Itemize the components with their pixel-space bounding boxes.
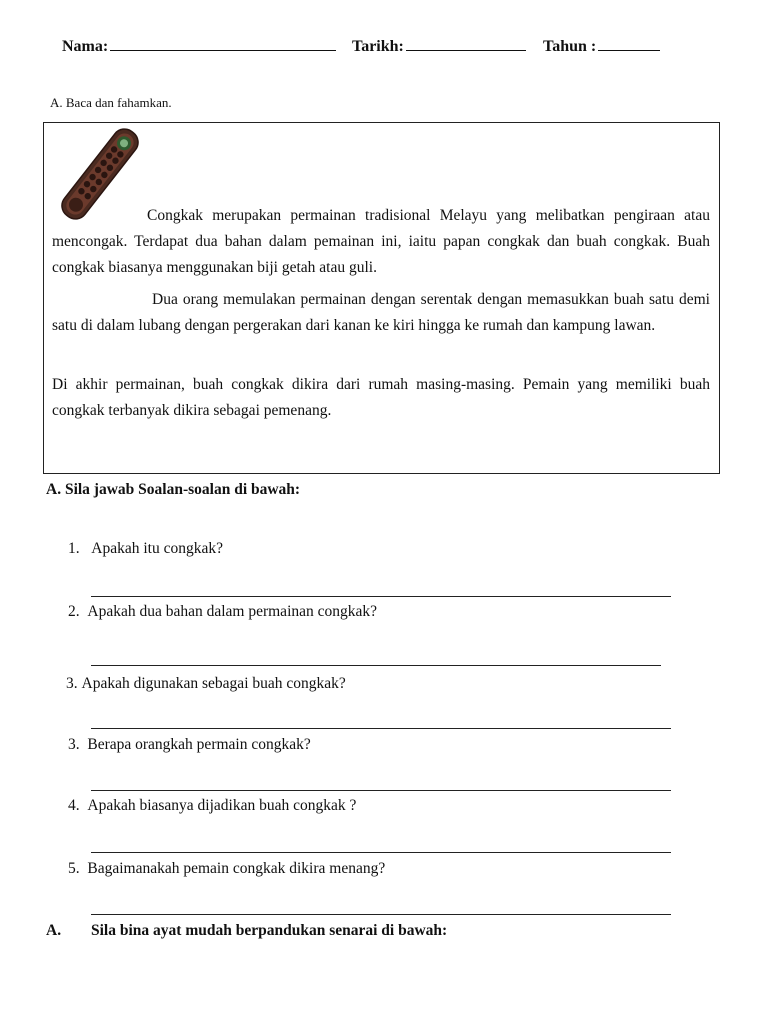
answer-line-3[interactable] bbox=[91, 728, 671, 729]
tahun-label: Tahun : bbox=[543, 38, 597, 55]
question-number: 5. bbox=[68, 860, 80, 877]
question-number: 4. bbox=[68, 797, 80, 814]
passage-paragraph-2: Dua orang memulakan permainan dengan serentak dengan memasukkan buah satu demi satu di dalam lubang dengan pergerakan dari kanan ke kiri hingga ke rumah dan kampung lawan. bbox=[52, 291, 710, 334]
question-number: 2. bbox=[68, 603, 80, 620]
section-read-heading: A. Baca dan fahamkan. bbox=[50, 95, 172, 110]
answer-line-4[interactable] bbox=[91, 790, 671, 791]
nama-field bbox=[62, 36, 336, 56]
section-sentences-label: A. bbox=[46, 922, 62, 939]
answer-line-2[interactable] bbox=[91, 665, 661, 666]
passage-paragraph-3: Di akhir permainan, buah congkak dikira dari rumah masing-masing. Pemain yang memiliki buah congkak terbanyak dikira sebagai pemenang. bbox=[52, 376, 710, 419]
section-sentences-heading: Sila bina ayat mudah berpandukan senarai di bawah: bbox=[91, 922, 448, 939]
question-6 bbox=[68, 860, 385, 878]
tarikh-label: Tarikh: bbox=[352, 38, 404, 55]
section-questions-heading: A. Sila jawab Soalan-soalan di bawah: bbox=[46, 481, 301, 498]
question-4 bbox=[68, 736, 311, 754]
question-number: 1. bbox=[68, 540, 80, 557]
question-number: 3. bbox=[66, 675, 78, 692]
nama-blank[interactable] bbox=[110, 36, 336, 51]
question-text: Apakah dua bahan dalam permainan congkak? bbox=[87, 603, 378, 620]
question-text: Bagaimanakah pemain congkak dikira menang? bbox=[87, 860, 386, 877]
tahun-blank[interactable] bbox=[598, 36, 660, 51]
tarikh-blank[interactable] bbox=[406, 36, 526, 51]
question-text: Apakah biasanya dijadikan buah congkak ? bbox=[87, 797, 357, 814]
nama-label: Nama: bbox=[62, 38, 109, 55]
question-3 bbox=[66, 675, 346, 693]
question-text: Apakah itu congkak? bbox=[91, 540, 223, 557]
answer-line-5[interactable] bbox=[91, 852, 671, 853]
question-1 bbox=[68, 540, 223, 558]
passage-paragraph-1: Congkak merupakan permainan tradisional Melayu yang melibatkan pengiraan atau mencongak. Terdapat dua bahan dalam pemainan ini, iaitu papan congkak dan buah congkak. Buah congkak biasanya menggunakan biji getah atau guli. bbox=[52, 207, 710, 276]
question-5 bbox=[68, 797, 356, 815]
question-number: 3. bbox=[68, 736, 80, 753]
tahun-field bbox=[543, 36, 660, 56]
answer-line-1[interactable] bbox=[91, 596, 671, 597]
question-text: Berapa orangkah permain congkak? bbox=[87, 736, 311, 753]
question-2 bbox=[68, 603, 377, 621]
tarikh-field bbox=[352, 36, 526, 56]
question-text: Apakah digunakan sebagai buah congkak? bbox=[81, 675, 346, 692]
answer-line-6[interactable] bbox=[91, 914, 671, 915]
